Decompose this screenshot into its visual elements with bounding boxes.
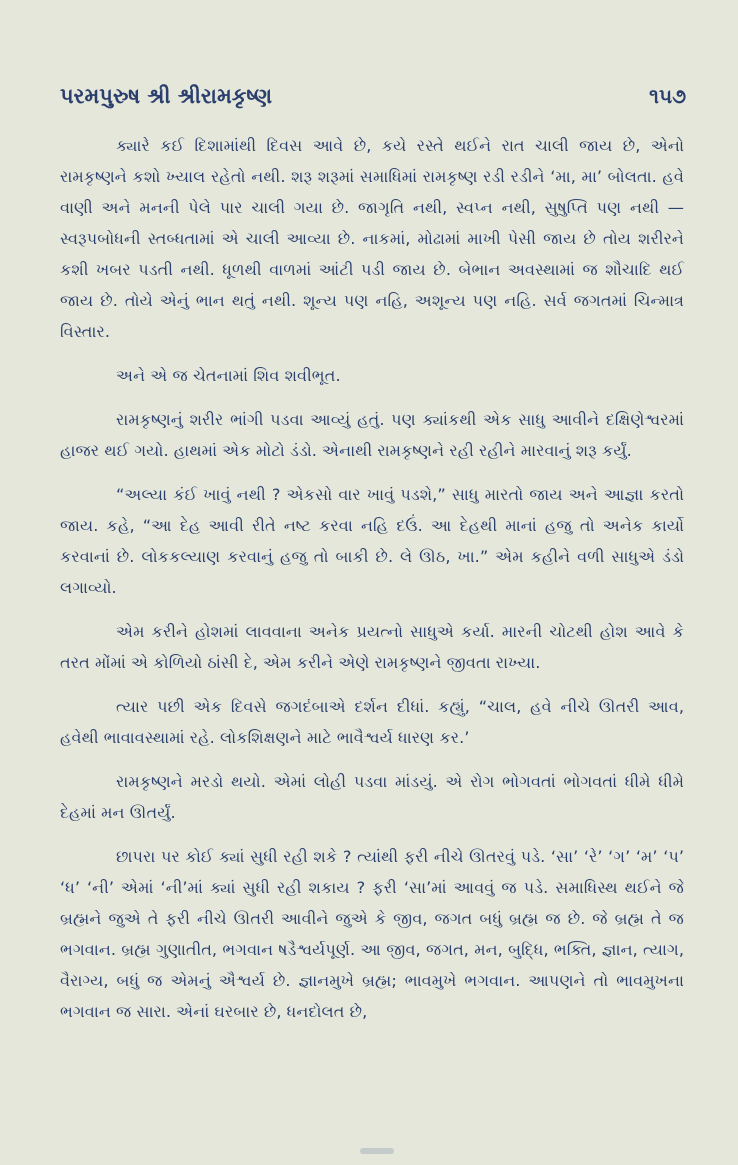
body-text	[60, 130, 684, 1027]
page-number: ૧૫૭	[649, 84, 686, 108]
running-title: પરમપુરુષ શ્રી શ્રીરામકૃષ્ણ	[60, 84, 273, 108]
paragraph: રામકૃષ્ણને મરડો થયો. એમાં લોહી પડવા માંડયું. એ રોગ ભોગવતાં ભોગવતાં ધીમે ધીમે દેહમાં મન ઊતર્યું.	[60, 772, 684, 822]
paragraph: અને એ જ ચેતનામાં શિવ શવીભૂત.	[116, 366, 341, 385]
paragraph: છાપરા પર કોઈ ક્યાં સુધી રહી શકે ? ત્યાંથી ફરી નીચે ઊતરવું પડે. ‘સા’ ‘રે’ ‘ગ’ ‘મ’ ‘પ’ ‘ધ’ ‘ની’ એમાં ‘ની’માં ક્યાં સુધી રહી શકાય ? ફરી ‘સા’માં આવવું જ પડે. સમાધિસ્થ થઈને જે બ્રહ્મને જુએ તે ફરી નીચે ઊતરી આવીને જુએ કે જીવ, જગત બધું બ્રહ્મ જ છે. જે બ્રહ્મ તે જ ભગવાન. બ્રહ્મ ગુણાતીત, ભગવાન ષડૈશ્વર્યપૂર્ણ. આ જીવ, જગત, મન, બુદ્ધિ, ભક્તિ, જ્ઞાન, ત્યાગ, વૈરાગ્ય, બધું જ એમનું ઐશ્વર્ય છે. જ્ઞાનમુખે બ્રહ્મ; ભાવમુખે ભગવાન. આપણને તો ભાવમુખના ભગવાન જ સારા. એનાં ઘરબાર છે, ધનદોલત છે,	[60, 847, 684, 1021]
print-smudge	[360, 1148, 394, 1154]
paragraph: ક્યારે કઈ દિશામાંથી દિવસ આવે છે, કયે રસ્તે થઈને રાત ચાલી જાય છે, એનો રામકૃષ્ણને કશો ખ્યાલ રહેતો નથી. શરૂ શરૂમાં સમાધિમાં રામકૃષ્ણ રડી રડીને ‘મા, મા’ બોલતા. હવે વાણી અને મનની પેલે પાર ચાલી ગયા છે. જાગૃતિ નથી, સ્વપ્ન નથી, સુષુપ્તિ પણ નથી — સ્વરૂપબોધની સ્તબ્ધતામાં એ ચાલી આવ્યા છે. નાકમાં, મોઢામાં માખી પેસી જાય છે તોય શરીરને કશી ખબર પડતી નથી. ધૂળથી વાળમાં આંટી પડી જાય છે. બેભાન અવસ્થામાં જ શૌચાદિ થઈ જાય છે. તોયે એનું ભાન થતું નથી. શૂન્ય પણ નહિ, અશૂન્ય પણ નહિ. સર્વ જગતમાં ચિન્માત્ર વિસ્તાર.	[60, 136, 684, 341]
paragraph: એમ કરીને હોશમાં લાવવાના અનેક પ્રયત્નો સાધુએ કર્યા. મારની ચોટથી હોશ આવે કે તરત મોંમાં એ કોળિયો ઠાંસી દે, એમ કરીને એણે રામકૃષ્ણને જીવતા રાખ્યા.	[60, 622, 684, 672]
paragraph: રામકૃષ્ણનું શરીર ભાંગી પડવા આવ્યું હતું. પણ ક્યાંકથી એક સાધુ આવીને દક્ષિણેશ્વરમાં હાજર થઈ ગયો. હાથમાં એક મોટો ડંડો. એનાથી રામકૃષ્ણને રહી રહીને મારવાનું શરૂ કર્યું.	[60, 410, 684, 460]
paragraph: “અલ્યા કંઈ ખાવું નથી ? એકસો વાર ખાવું પડશે,” સાધુ મારતો જાય અને આજ્ઞા કરતો જાય. કહે, “આ દેહ આવી રીતે નષ્ટ કરવા નહિ દઉં. આ દેહથી માનાં હજુ તો અનેક કાર્યો કરવાનાં છે. લોકકલ્યાણ કરવાનું હજુ તો બાકી છે. લે ઊઠ, ખા.” એમ કહીને વળી સાધુએ ડંડો લગાવ્યો.	[60, 485, 684, 597]
paragraph: ત્યાર પછી એક દિવસે જગદંબાએ દર્શન દીધાં. કહ્યું, “ચાલ, હવે નીચે ઊતરી આવ, હવેથી ભાવાવસ્થામાં રહે. લોકશિક્ષણને માટે ભાવૈશ્વર્ય ધારણ કર.’	[60, 697, 684, 747]
page-header	[60, 84, 686, 109]
